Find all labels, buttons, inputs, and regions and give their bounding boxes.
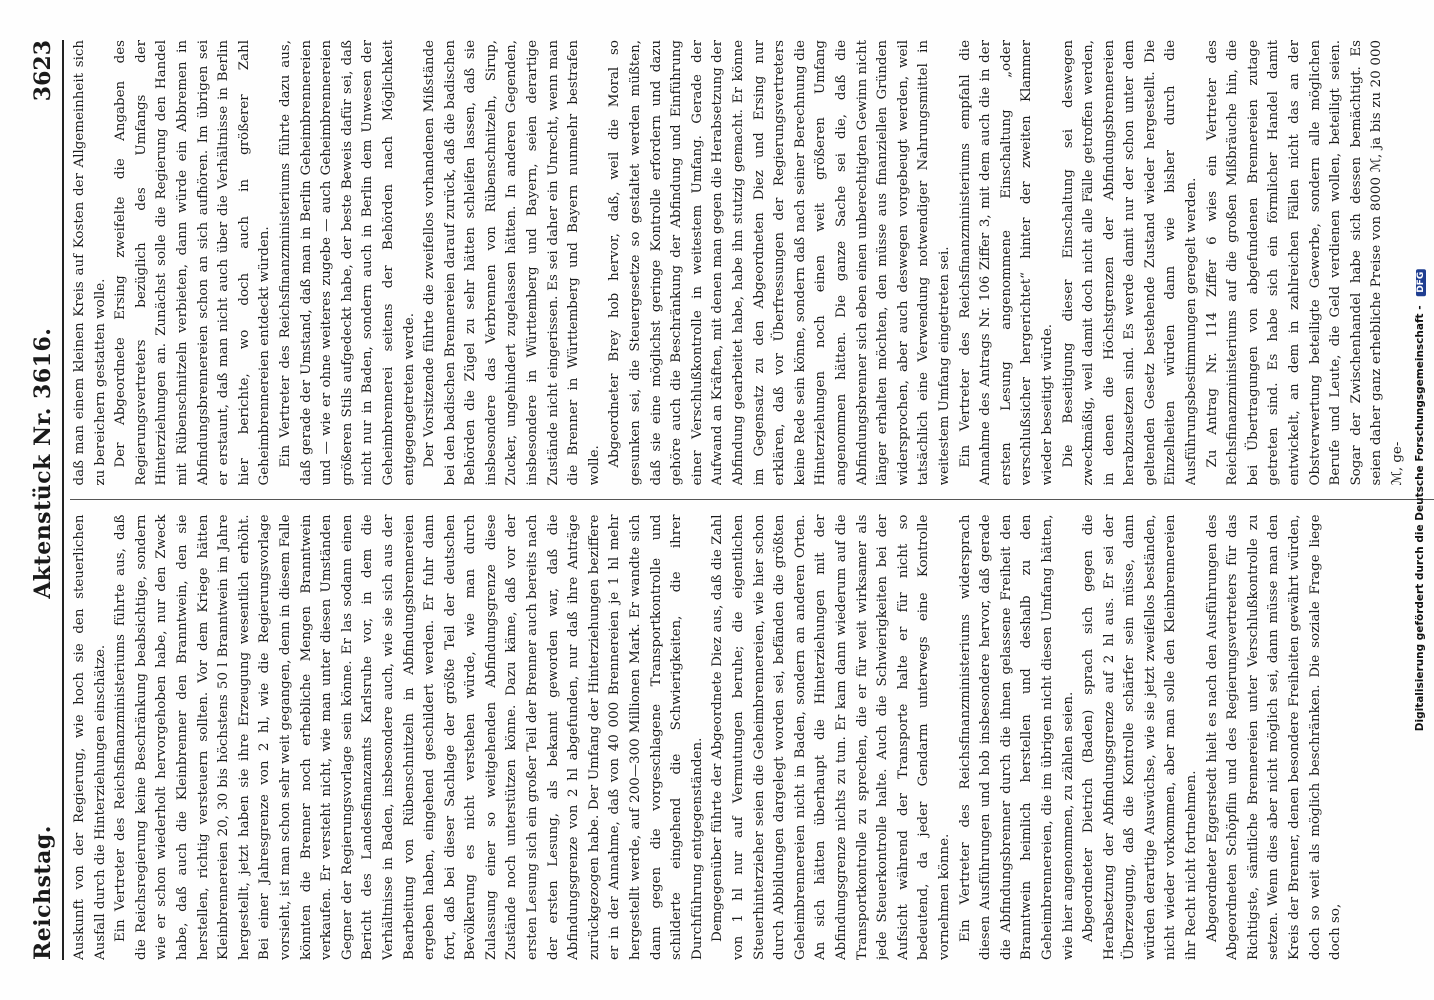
- paragraph: Ein Vertreter des Reichsfinanzministeriums empfahl die Annahme des Antrags Nr. 106 Ziffer 3, mit dem auch die in der ersten Lesung angenommene Einschaltung „oder verschlußsicher hergerichtet“ hinter der zweiten Klammer wieder beseitigt würde.: [957, 40, 1055, 486]
- page-number: 3623: [30, 40, 56, 102]
- stamp-label: Digitalisierung gefördert durch die Deutsche Forschungsgemeinschaft -: [1414, 305, 1426, 732]
- paragraph: Demgegenüber führte der Abgeordnete Diez aus, daß die Zahl von 1 hl nur auf Vermutungen beruhe; die eigentlichen Steuerhinterzieher seien die Geheimbrennereien, wie hier schon durch Abbildungen dargelegt worden sei, befänden die größten Geheimbrennereien nicht in Baden, sondern an anderen Orten. An sich hätten überhaupt die Hinterziehungen mit der Abfindungsgrenze nichts zu tun. Er kam dann wiederum auf die Transportkontrolle zu sprechen, die er für weit wirksamer als jede Steuerkontrolle halte. Auch die Schwierigkeiten bei der Aufsicht während der Transporte halte er für nicht so bedeutend, da jeder Gendarm unterwegs eine Kontrolle vornehmen könne.: [710, 514, 952, 960]
- dfg-logo: DFG: [1416, 269, 1426, 296]
- text-column-left: [70, 515, 1434, 961]
- column-divider: [70, 500, 1434, 501]
- paragraph: Ein Vertreter des Reichsfinanzministeriums führte dazu aus, daß gerade der Umstand, daß man in Berlin Geheimbrennereien und — wie er ohne weiteres zugebe — auch Geheimbrennereien größeren Stils aufgedeckt habe, der beste Beweis dafür sei, daß nicht nur in Baden, sondern auch in Berlin dem Unwesen der Geheimbrennerei seitens der Behörden nach Möglichkeit entgegengetreten werde.: [277, 40, 417, 486]
- header-title: Reichstag.: [30, 825, 56, 960]
- paragraph: Auskunft von der Regierung, wie hoch sie den steuerlichen Ausfall durch die Hinterziehungen einschätze.: [72, 514, 108, 960]
- paragraph: Der Vorsitzende führte die zweifellos vorhandenen Mißstände bei den badischen Brennereien darauf zurück, daß die badischen Behörden die Zügel zu sehr hätten schleifen lassen, daß sie insbesondere das Verbrennen von Rübenschnitzeln, Sirup, Zucker, ungehindert zugelassen hätten. In anderen Gegenden, insbesondere in Württemberg und Bayern, seien derartige Zustände nicht eingerissen. Es sei daher ein Unrecht, wenn man die Brenner in Württemberg und Bayern nunmehr bestrafen wolle.: [422, 40, 602, 486]
- text-columns: [70, 40, 1434, 960]
- paragraph: Der Abgeordnete Ersing zweifelte die Angaben des Regierungsvertreters bezüglich des Umfangs der Hinterziehungen an. Zunächst solle die Regierung den Handel mit Rübenschnitzeln verbieten, dann würde ein Abbremen in Abfindungsbrennereien schon an sich aufhören. Im übrigen sei er erstaunt, daß man nicht auch über die Verhältnisse in Berlin hier berichte, wo doch auch in größerer Zahl Geheimbrennereien entdeckt würden.: [113, 40, 273, 486]
- header-document-number: Aktenstück Nr. 3616.: [30, 327, 56, 599]
- digitization-stamp: [1408, 8, 1432, 992]
- paragraph: Ein Vertreter des Reichsfinanzministeriums widersprach diesen Ausführungen und hob insbesondere hervor, daß gerade die Abfindungsbrenner durch die ihnen gelassene Freiheit den Branntwein heimlich herstellen und deshalb zu den Geheimbrennereien, die im übrigen nicht diesen Umfang hätten, wie hier angenommen, zu zählen seien.: [957, 514, 1076, 960]
- paragraph: daß man einem kleinen Kreis auf Kosten der Allgemeinheit sich zu bereichern gestatten wolle.: [72, 40, 108, 486]
- paragraph: Abgeordneter Brey hob hervor, daß, weil die Moral so gesunken sei, die Steuergesetze so gestaltet werden müßten, daß sie eine möglichst geringe Kontrolle erfordern und dazu gehöre auch die Beschränkung der Abfindung und Einführung einer Verschlußkontrolle in weitestem Umfang. Gerade der Aufwand an Kräften, mit denen man gegen die Herabsetzung der Abfindung gearbeitet habe, habe ihn stutzig gemacht. Er könne im Gegensatz zu den Abgeordneten Diez und Ersing nur erklären, daß vor Überfressungen der Regierungsvertreters keine Rede sein könne, sondern daß nach seiner Berechnung die Hinterziehungen noch einen weit größeren Umfang angenommen hätten. Die ganze Sache sei die, daß die Abfindungsbrenner sich eben einen unberechtigten Gewinn nicht länger erhalten möchten, den müsse aus finanziellen Gründen widersprochen, aber auch deswegen vorgebeugt werden, weil tatsächlich eine Verwendung notwendiger Nahrungsmittel in weitestem Umfang eingetreten sei.: [607, 40, 952, 486]
- text-column-right: [70, 40, 1434, 486]
- paragraph: Abgeordneter Dietrich (Baden) sprach sich gegen die Herabsetzung der Abfindungsgrenze auf 2 hl aus. Er sei der Überzeugung, daß die Kontrolle schärfer sein müsse, dann würden derartige Auswüchse, wie sie jetzt zweifellos beständen, nicht wieder vorkommen, aber man solle den Kleinbrennereien ihr Recht nicht fortnehmen.: [1081, 514, 1200, 960]
- paragraph: Ein Vertreter des Reichsfinanzministeriums führte aus, daß die Reichsregierung keine Beschränkung beabsichtige, sondern wie er schon wiederholt hervorgehoben habe, nur den Zweck habe, daß auch die Kleinbrenner den Branntwein, den sie herstellen, richtig versteuern sollten. Vor dem Kriege hätten Kleinbrennereien 20, 30 bis höchstens 50 l Branntwein im Jahre hergestellt, jetzt haben sie ihre Erzeugung wesentlich erhöht. Bei einer Jahresgrenze von 2 hl, wie die Regierungsvorlage vorsieht, ist man schon sehr weit gegangen, denn in diesem Falle könnten die Brenner noch erhebliche Mengen Branntwein verkaufen. Er versteht nicht, wie man unter diesen Umständen Gegner der Regierungsvorlage sein könne. Er las sodann einen Bericht des Landesfinanzamts Karlsruhe vor, in dem die Verhältnisse in Baden, insbesondere auch, wie sie sich aus der Bearbeitung von Rübenschnitzeln in Abfindungsbrennereien ergeben haben, eingehend geschildert werden. Er fuhr dann fort, daß bei dieser Sachlage der größte Teil der deutschen Bevölkerung es nicht verstehen würde, wie man durch Zulassung einer so weitgehenden Abfindungsgrenze diese Zustände noch unterstützen könne. Dazu käme, daß vor der ersten Lesung sich ein großer Teil der Brenner auch bereits nach der ersten Lesung, als bekannt geworden war, daß die Abfindungsgrenze von 2 hl abgefunden, nur daß ihre Anträge zurückgezogen habe. Der Umfang der Hinterziehungen beziffere er in der Annahme, daß von 40 000 Brennereien je 1 hl mehr hergestellt werde, auf 200—300 Millionen Mark. Er wandte sich dann gegen die vorgeschlagene Transportkontrolle und schilderte eingehend die Schwierigkeiten, die ihrer Durchführung entgegenständen.: [113, 514, 705, 960]
- paragraph: Abgeordneter Eggerstedt hielt es nach den Ausführungen des Abgeordneten Schöpflin und des Regierungsvertreters für das Richtigste, sämtliche Brennereien unter Verschlußkontrolle zu setzen. Wenn dies aber nicht möglich sei, dann müsse man den Kreis der Brenner, denen besondere Freiheiten gewährt würden, doch so weit als möglich beschränken. Die soziale Frage liege doch so,: [1204, 514, 1344, 960]
- digitization-stamp-text: [1414, 269, 1426, 731]
- paragraph: Die Beseitigung dieser Einschaltung sei deswegen zweckmäßig, weil damit doch nicht alle Fälle getroffen werden, in denen die Höchstgrenzen der Abfindungsbrennereien herabzusetzen sind. Es werde damit nur der schon unter dem geltenden Gesetz bestehende Zustand wieder hergestellt. Die Einzelheiten würden dann wie bisher durch die Ausführungsbestimmungen geregelt werden.: [1060, 40, 1200, 486]
- paragraph: Zu Antrag Nr. 114 Ziffer 6 wies ein Vertreter des Reichsfinanzministeriums auf die großen Mißbräuche hin, die bei Übertragungen von abgefundenen Brennereien zutage getreten sind. Es habe sich ein förmlicher Handel damit entwickelt, an dem in zahlreichen Fällen nicht das an der Obstverwertung beteiligte Gewerbe, sondern alle möglichen Berufe und Leute, die Geld verdienen wollen, beteiligt seien. Sogar der Zwischenhandel habe sich dessen bemächtigt. Es seien daher ganz erhebliche Preise von 8000 ℳ, ja bis zu 20 000 ℳ, ge-: [1204, 40, 1405, 486]
- page-header: [8, 40, 64, 960]
